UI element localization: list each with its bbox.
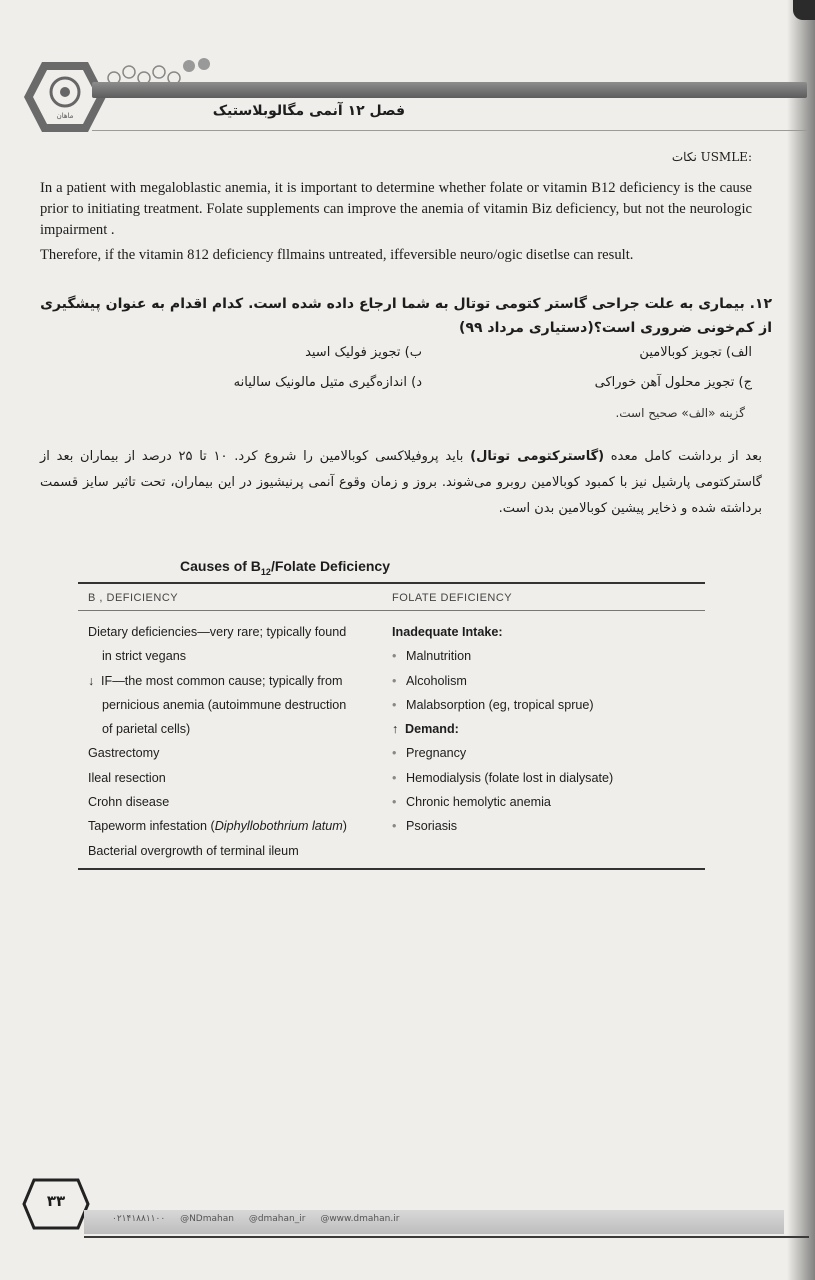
table-bottom-rule [78, 868, 705, 870]
b12-cause-text: Crohn disease [88, 795, 170, 810]
explanation-text: باید پروفیلاکسی کوبالامین را شروع کرد. ۱۰ تا ۲۵ درصد از بیماران بعد از گاسترکتومی پارشیل نیز با کمبود کوبالامین روبرو می‌شوند. بروز و زمان وقوع آنمی پرنیشیوز در این بیماران، تحت تاثیر سایز قسمت برداشته شده و ذخایر پیشین کوبالامین بدن است. [40, 449, 762, 516]
table-title-suffix: /Folate Deficiency [270, 558, 390, 574]
folate-cause-row [392, 790, 702, 814]
chapter-title: فصل ۱۲ آنمی مگالوبلاستیک [212, 103, 405, 119]
option-d: د) اندازه‌گیری متیل مالونیک سالیانه [233, 375, 422, 390]
folate-cause-row [392, 669, 702, 693]
folate-causes-column [392, 620, 702, 839]
page-corner [793, 0, 815, 20]
decrease-arrow-icon: ↓ [88, 673, 95, 688]
folate-cause-row [392, 814, 702, 838]
b12-cause-text: Bacterial overgrowth of terminal ileum [88, 843, 299, 858]
bullet-icon: • [392, 819, 397, 834]
col-header-folate: FOLATE DEFICIENCY [392, 592, 513, 604]
bullet-icon: • [392, 697, 397, 712]
b12-cause-row [88, 741, 383, 765]
col-header-b12: B , DEFICIENCY [88, 592, 179, 604]
option-c: ج) تجویز محلول آهن خوراکی [594, 375, 752, 390]
footer-website: @www.dmahan.ir [320, 1214, 400, 1224]
bullet-icon: • [392, 673, 397, 688]
table-title-subscript: 12 [260, 566, 271, 577]
page-number: ۳۳ [46, 1192, 66, 1210]
b12-cause-text: Gastrectomy [88, 746, 160, 761]
footer-telegram: @NDmahan [180, 1214, 234, 1224]
folate-cause-text: Malabsorption (eg, tropical sprue) [406, 697, 594, 712]
table-title [180, 558, 480, 577]
b12-cause-row [88, 669, 383, 693]
folate-cause-text: Psoriasis [406, 819, 458, 834]
answer-explanation [40, 444, 762, 522]
increase-arrow-icon: ↑ [392, 722, 399, 737]
footer-phone: ۰۲۱۴۱۸۸۱۱۰۰ [112, 1214, 166, 1224]
question-text: بیماری به علت جراحی گاستر کتومی توتال به شما ارجاع داده شده است. کدام اقدام به عنوان پیشگیری از کم‌خونی ضروری است؟(دستیاری مرداد ۹۹) [40, 296, 772, 336]
question-block [40, 292, 772, 340]
page-edge-shadow [787, 0, 815, 1280]
b12-causes-column [88, 620, 383, 863]
table-top-rule [78, 582, 705, 584]
notes-paragraphs [40, 178, 752, 270]
folate-group-heading [392, 620, 702, 644]
option-b: ب) تجویز فولیک اسید [305, 345, 422, 360]
logo-text: ماهان [56, 112, 74, 120]
b12-cause-text: Tapeworm infestation (Diphyllobothrium latum) [88, 819, 347, 834]
table-header-rule [78, 610, 705, 611]
bullet-icon: • [392, 770, 397, 785]
answer-key: گزینه «الف» صحیح است. [615, 406, 745, 420]
b12-cause-row [88, 839, 383, 863]
chapter-header [0, 50, 815, 140]
b12-cause-row [88, 693, 383, 717]
b12-cause-text: of parietal cells) [102, 722, 191, 737]
folate-cause-text: Chronic hemolytic anemia [406, 795, 551, 810]
b12-cause-text: Ileal resection [88, 770, 166, 785]
b12-cause-row [88, 644, 383, 668]
explanation-text: بعد از برداشت کامل معده [604, 449, 762, 464]
notes-paragraph: Therefore, if the vitamin 812 deficiency fllmains untreated, iffeversible neuro/ogic disetlse can result. [40, 247, 634, 263]
b12-cause-row [88, 814, 383, 838]
folate-cause-text: Pregnancy [406, 746, 467, 761]
b12-cause-text: Dietary deficiencies—very rare; typically found [88, 625, 347, 639]
folate-cause-text: Alcoholism [406, 673, 467, 688]
folate-cause-row [392, 644, 702, 668]
b12-cause-row [88, 766, 383, 790]
folate-cause-text: Hemodialysis (folate lost in dialysate) [406, 770, 614, 785]
bullet-icon: • [392, 795, 397, 810]
header-bar [92, 82, 807, 98]
b12-cause-text: in strict vegans [102, 649, 186, 664]
folate-cause-text: Malnutrition [406, 649, 472, 664]
bullet-icon: • [392, 746, 397, 761]
option-a: الف) تجویز کوبالامین [639, 345, 752, 360]
question-number: ۱۲. [749, 296, 772, 312]
notes-paragraph: In a patient with megaloblastic anemia, it is important to determine whether folate or vitamin B12 deficiency is the cause prior to initiating treatment. Folate supplements can improve the anemia of vitamin Biz deficiency, but not the neurologic impairment . [40, 180, 752, 238]
b12-cause-row [88, 620, 383, 644]
explanation-bold: (گاسترکتومی توتال) [470, 449, 605, 464]
b12-cause-row [88, 717, 383, 741]
folate-cause-row [392, 693, 702, 717]
table-title-prefix: Causes of B [180, 558, 261, 574]
b12-cause-text: IF—the most common cause; typically from [101, 673, 343, 688]
notes-label: نکات USMLE: [671, 150, 752, 164]
folate-cause-text: Inadequate Intake: [392, 625, 503, 639]
b12-cause-row [88, 790, 383, 814]
folate-cause-text: Demand: [405, 722, 459, 737]
footer-divider [84, 1236, 809, 1238]
header-divider [92, 130, 807, 131]
folate-group-heading [392, 717, 702, 741]
folate-cause-row [392, 741, 702, 765]
b12-cause-text: pernicious anemia (autoimmune destruction [102, 697, 347, 712]
footer-contacts [112, 1214, 512, 1224]
bullet-icon: • [392, 649, 397, 664]
footer-instagram: @dmahan_ir [248, 1214, 306, 1224]
folate-cause-row [392, 766, 702, 790]
